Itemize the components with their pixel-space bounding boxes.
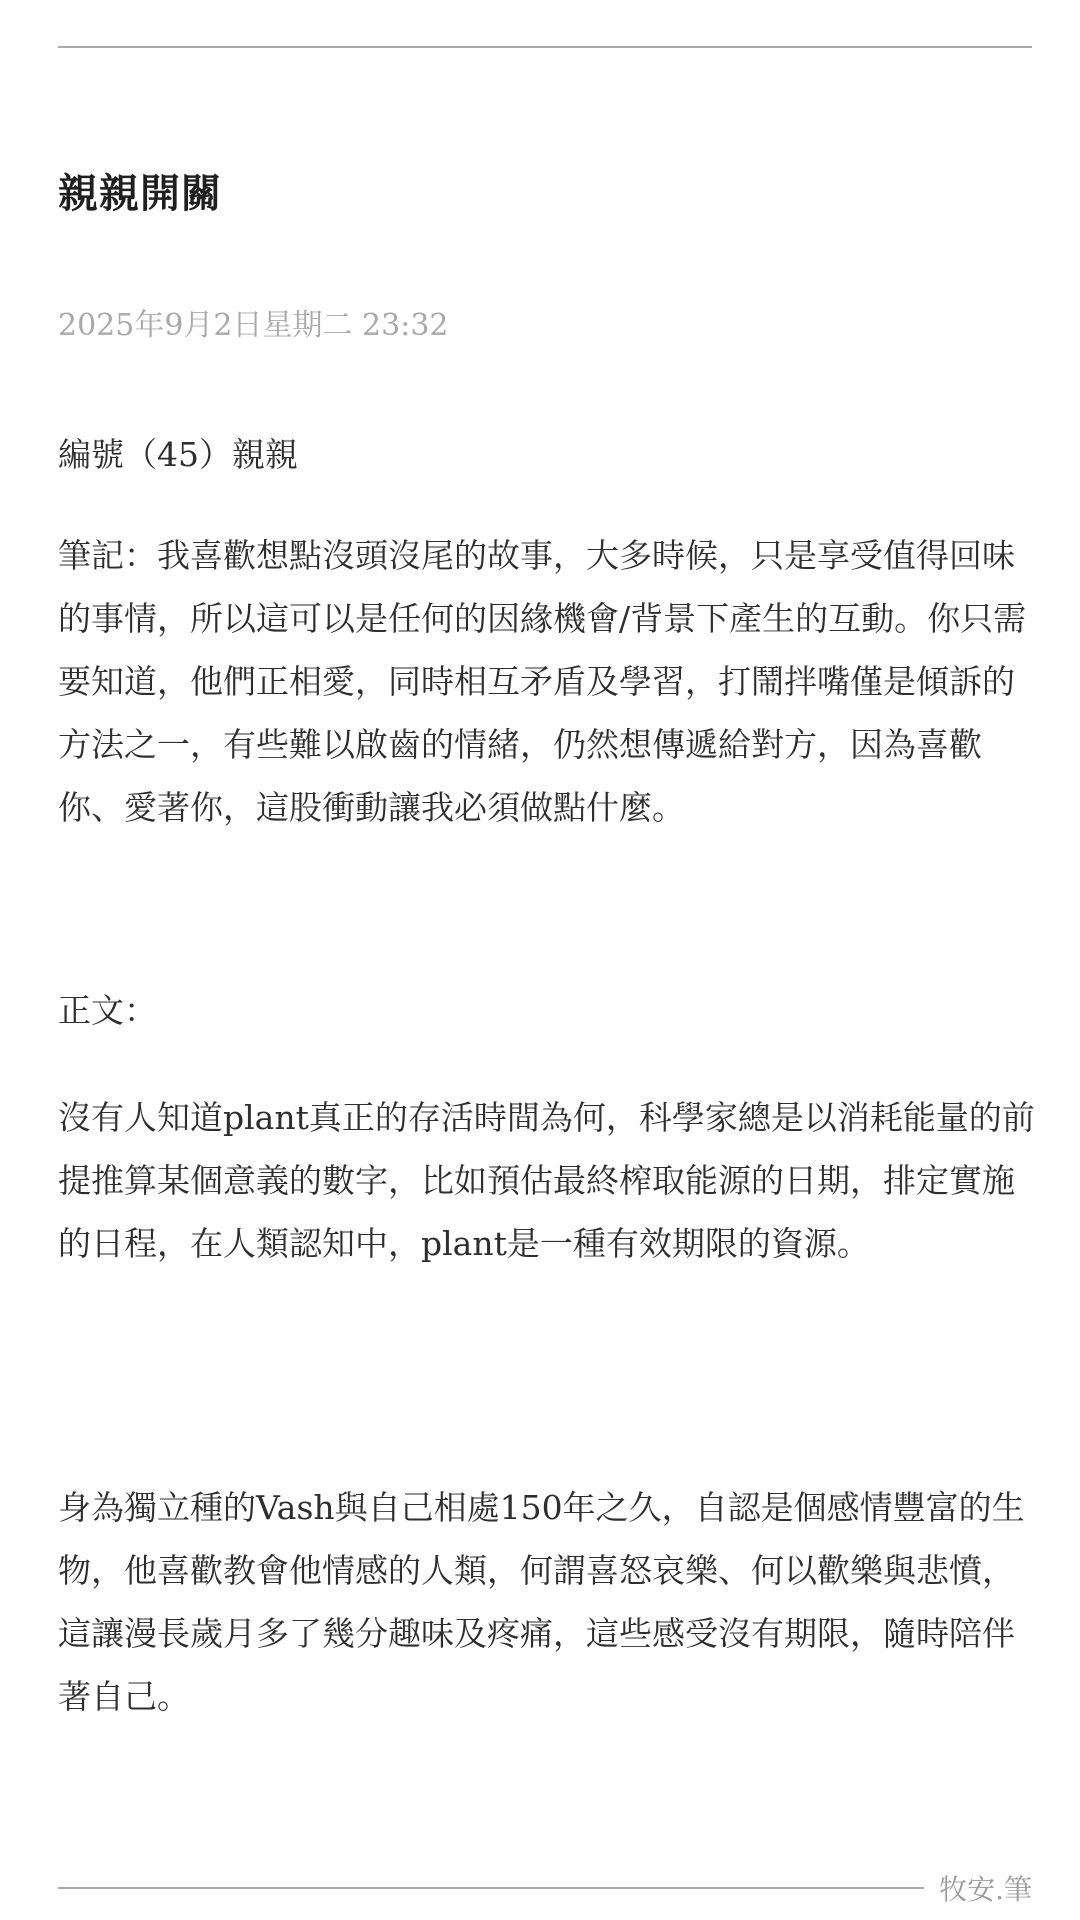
post-title: 親親開關 [58, 170, 222, 217]
post-id-line: 編號（45）親親 [58, 435, 298, 474]
main-paragraph-2: 身為獨立種的Vash與自己相處150年之久，自認是個感情豐富的生物，他喜歡教會他情感的人類，何謂喜怒哀樂、何以歡樂與悲憤，這讓漫長歲月多了幾分趣味及疼痛，這些感受沒有期限，隨時陪伴著自己。 [58, 1488, 1025, 1716]
author-signature: 牧安.筆 [939, 1873, 1032, 1906]
footer-divider [58, 1887, 924, 1889]
main-paragraph-1: 沒有人知道plant真正的存活時間為何，科學家總是以消耗能量的前提推算某個意義的數字，比如預估最終榨取能源的日期，排定實施的日程，在人類認知中，plant是一種有效期限的資源。 [58, 1098, 1035, 1263]
footer [58, 1868, 1032, 1908]
post-date: 2025年9月2日星期二 23:32 [58, 308, 449, 343]
note-paragraph: 筆記：我喜歡想點沒頭沒尾的故事，大多時候，只是享受值得回味的事情，所以這可以是任何的因緣機會/背景下產生的互動。你只需要知道，他們正相愛，同時相互矛盾及學習，打鬧拌嘴僅是傾訴的方法之一，有些難以啟齒的情緒，仍然想傳遞給對方，因為喜歡你、愛著你，這股衝動讓我必須做點什麼。 [58, 536, 1027, 827]
top-divider [58, 46, 1032, 48]
main-text-label: 正文： [58, 991, 157, 1030]
